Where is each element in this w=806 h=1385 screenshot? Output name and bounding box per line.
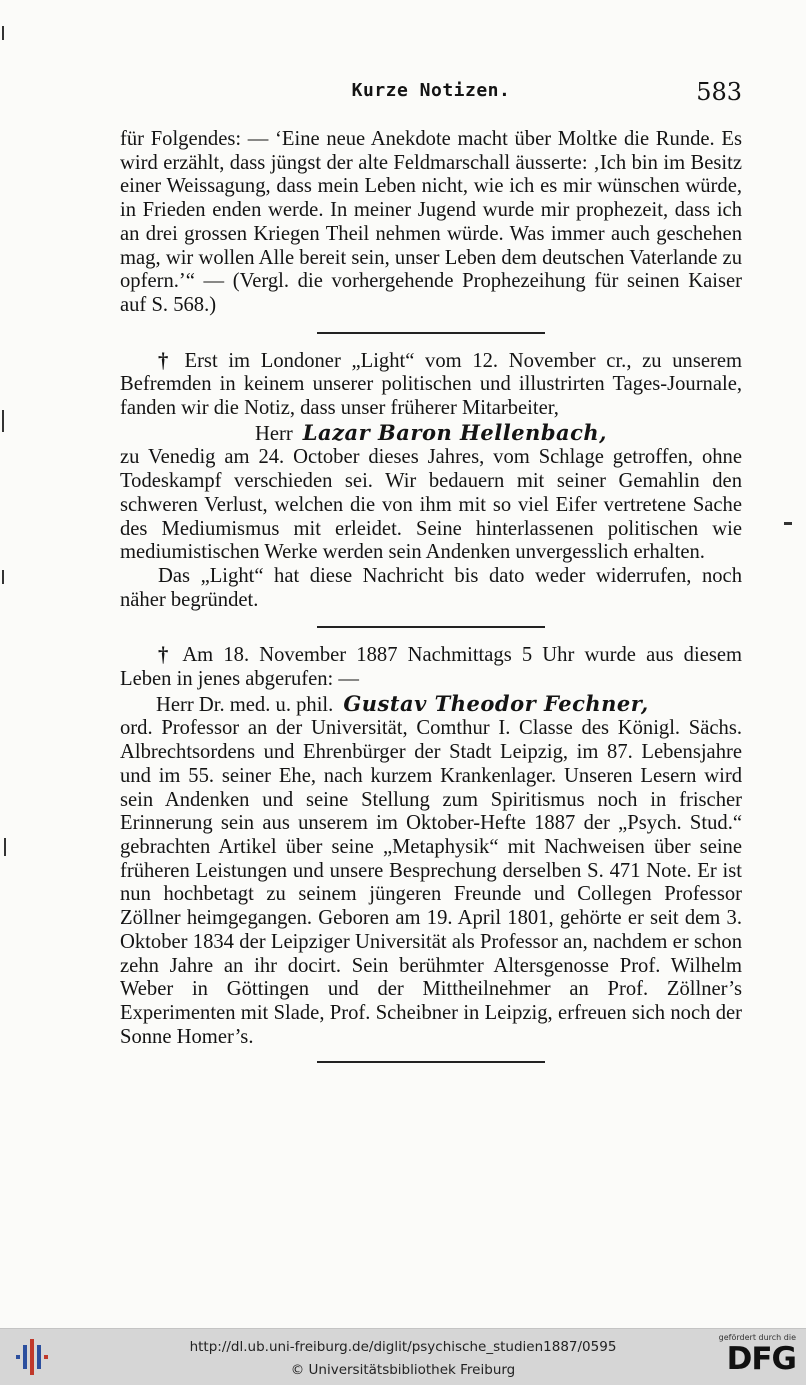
paragraph-fechner-body: ord. Professor an der Universität, Comthur I. Classe des Königl. Sächs. Albrechtsordens und Ehrenbürger der Stadt Leipzig, im 87. Lebensjahre und im 55. seiner Ehe, nach kurzem Krankenlager. Unseren Lesern wird sein Andenken und seine Stellung zum Spiritismus noch in frischer Erinnerung sein aus unserem im Oktober-Hefte 1887 der „Psych. Stud.“ gebrachten Artikel über seine „Metaphysik“ mit Nachweisen über seine früheren Leistungen und unsere Besprechung derselben S. 471 Note. Er ist nun hochbetagt zu seinem jüngeren Freunde und Collegen Professor Zöllner heimgegangen. Geboren am 19. April 1801, gehörte er seit dem 3. Oktober 1834 der Leipziger Universität als Professor an, nachdem er schon zehn Jahre an ihr docirt. Sein berühmter Altersgenosse Prof. Wilhelm Weber in Göttingen und der Mittheilnehmer an Prof. Zöllner’s Experimenten mit Slade, Prof. Scheibner in Leipzig, erfreuen sich noch der Sonne Homer’s. [120, 717, 742, 1048]
copyright-text: © Universitätsbibliothek Freiburg [290, 1362, 516, 1378]
hellenbach-intro-text: Erst im Londoner „Light“ vom 12. November cr., zu unserem Befremden in keinem unserer politischen und illustrirten Tages-Journale, fanden wir die Notiz, dass unser früherer Mitarbeiter, [120, 349, 742, 420]
page-number: 583 [696, 78, 742, 106]
scan-edge-mark [4, 838, 6, 856]
person-name-fechner: Gustav Theodor Fechner, [343, 690, 649, 716]
viewer-footer [0, 1328, 806, 1385]
dfg-badge [710, 1333, 796, 1381]
name-prefix: Herr Dr. med. u. phil. [156, 693, 334, 716]
paragraph-hellenbach-intro [120, 350, 742, 421]
paragraph-moltke: für Folgendes: — ‘Eine neue Anekdote macht über Moltke die Runde. Es wird erzählt, dass jüngst der alte Feldmarschall äusserte: ‚Ich bin im Besitz einer Weissagung, dass mein Leben nicht, wie ich es mir wünschen würde, in Frieden enden werde. In meiner Jugend wurde mir prophezeit, dass ich an drei grossen Kriegen Theil nehmen würde. Was immer auch geschehen mag, wir wollen Alle bereit sein, unser Leben dem deutschen Vaterlande zu opfern.’“ — (Vergl. die vorhergehende Prophezeihung für seinen Kaiser auf S. 568.) [120, 128, 742, 316]
hellenbach-name-line [120, 421, 742, 447]
fechner-name-line [120, 692, 742, 718]
dfg-caption: gefördert durch die [718, 1333, 796, 1342]
scan-edge-mark [2, 26, 4, 40]
name-prefix: Herr [255, 422, 293, 445]
section-divider [317, 332, 545, 334]
dagger-icon: † [158, 349, 174, 372]
dagger-icon: † [158, 644, 174, 667]
permalink-url[interactable]: http://dl.ub.uni-freiburg.de/diglit/psychische_studien1887/0595 [189, 1339, 617, 1355]
scan-edge-mark [784, 522, 792, 525]
fechner-intro-text: Am 18. November 1887 Nachmittags 5 Uhr wurde aus diesem Leben in jenes abgerufen: — [120, 644, 743, 691]
page-header [120, 80, 742, 106]
person-name-hellenbach: Lazar Baron Hellenbach, [302, 419, 607, 445]
body-text [120, 128, 742, 1079]
dfg-logo-icon: DFG [726, 1341, 796, 1377]
section-divider [317, 1061, 545, 1063]
paragraph-hellenbach-body: zu Venedig am 24. October dieses Jahres, vom Schlage getroffen, ohne Todeskampf verschieden sei. Wir bedauern mit seiner Gemahlin den schweren Verlust, welchen die von ihm mit so viel Eifer vertretene Sache des Mediumismus mit erleidet. Seine hinterlassenen politischen wie mediumistischen Werke werden sein Andenken unvergesslich erhalten. [120, 446, 742, 564]
section-divider [317, 626, 545, 628]
scan-edge-mark [2, 570, 4, 584]
running-head: Kurze Notizen. [351, 80, 511, 101]
scan-edge-mark [2, 410, 4, 432]
paragraph-light-note: Das „Light“ hat diese Nachricht bis dato weder widerrufen, noch näher begründet. [120, 564, 742, 611]
paragraph-fechner-intro [120, 644, 742, 691]
